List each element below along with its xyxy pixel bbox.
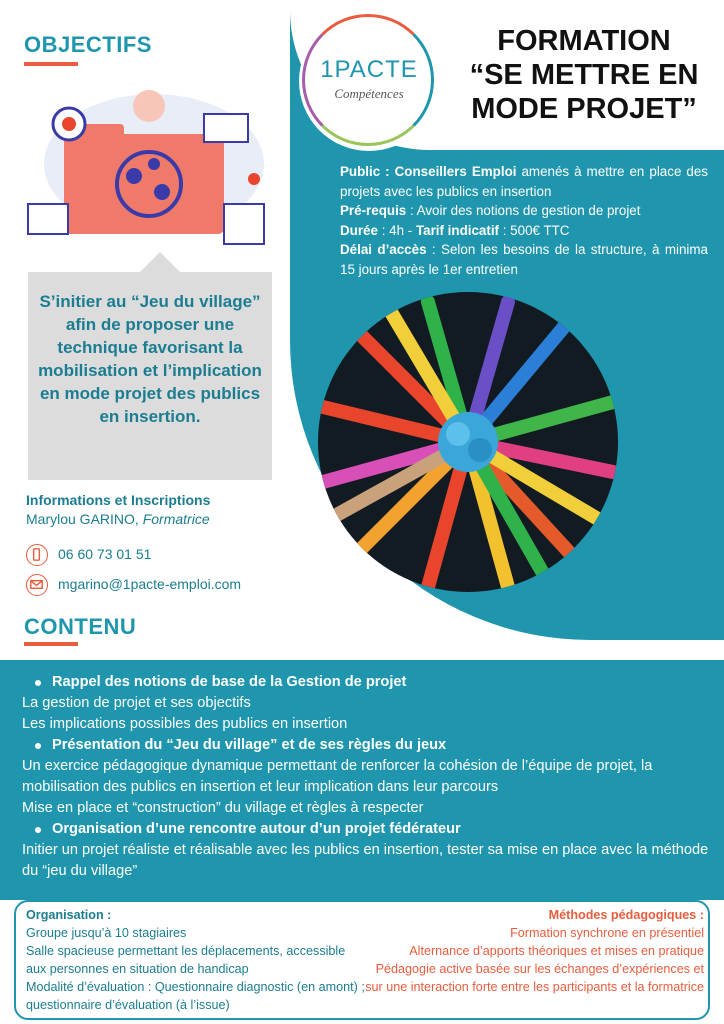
logo-brand: 1PACTE [320, 56, 418, 83]
objective-quote: S’initier au “Jeu du village” afin de proposer une technique favorisant la mobilisation et l’implication en mode projet des publics en insertion. [38, 292, 262, 426]
contact-phone[interactable]: 06 60 73 01 51 [58, 546, 152, 562]
organisation-line: Groupe jusqu’à 10 stagiaires [26, 926, 187, 940]
organisation-block [26, 906, 366, 1014]
formation-title-line1: FORMATION [497, 25, 671, 57]
phone-icon [26, 544, 48, 566]
duration-value: : 4h - [377, 222, 416, 238]
methods-block [360, 906, 704, 996]
content-bullet-2: Présentation du “Jeu du village” et de ses règles du jeux [22, 735, 712, 756]
methods-title: Méthodes pédagogiques : [548, 908, 704, 922]
quote-notch [140, 252, 180, 272]
course-details [340, 162, 708, 280]
prerequisites-label: Pré-requis [340, 203, 407, 219]
objectives-underline [24, 62, 78, 66]
methods-line: Alternance d’apports théoriques et mises en pratique [409, 944, 704, 958]
objectives-illustration [24, 84, 280, 254]
public-audience: Conseillers Emploi [394, 164, 517, 179]
content-heading: CONTENU [24, 614, 137, 639]
organisation-title: Organisation : [26, 908, 112, 922]
content-line: Les implications possibles des publics en insertion [22, 716, 348, 732]
duration-label: Durée [340, 222, 378, 238]
logo-subtitle: Compétences [334, 86, 404, 101]
objectives-heading: OBJECTIFS [24, 32, 152, 57]
contact-name: Marylou GARINO, [26, 511, 143, 527]
methods-line: Formation synchrone en présentiel [510, 926, 704, 940]
organisation-line: Modalité d’évaluation : Questionnaire diagnostic (en amont) ; questionnaire d’évaluation (à l’issue) [26, 980, 365, 1012]
access-delay-line [340, 240, 708, 279]
content-line: Un exercice pédagogique dynamique permettant de renforcer la cohésion de l’équipe de projet, la mobilisation des publics en insertion et leur implication dans leur parcours [22, 758, 653, 795]
contact-title: Informations et Inscriptions [26, 492, 211, 508]
contact-email[interactable]: mgarino@1pacte-emploi.com [58, 576, 242, 592]
duration-line [340, 221, 708, 241]
formation-title [450, 24, 718, 126]
public-label: Public : [340, 164, 390, 179]
prerequisites-value: : Avoir des notions de gestion de projet [406, 203, 641, 219]
contact-person [26, 511, 210, 527]
price-label: Tarif indicatif [415, 222, 500, 238]
content-line: Initier un projet réaliste et réalisable avec les publics en insertion, tester sa mise en place avec la méthode du “jeu du village” [22, 842, 709, 879]
content-bullet-3: Organisation d’une rencontre autour d’un projet fédérateur [22, 819, 712, 840]
yarn-photo [318, 292, 618, 592]
content-line: Mise en place et “construction” du village et règles à respecter [22, 800, 424, 816]
access-delay-value: : Selon les besoins de la structure, à minima 15 jours après le 1er entretien [340, 242, 708, 277]
access-delay-label: Délai d’accès [340, 242, 427, 258]
contact-role: Formatrice [142, 511, 210, 527]
mail-icon [26, 574, 48, 596]
content-underline [24, 642, 78, 646]
public-line [340, 162, 708, 201]
organisation-line: Salle spacieuse permettant les déplacements, accessible aux personnes en situation de handicap [26, 944, 346, 976]
methods-line: Pédagogie active basée sur les échanges d’expériences et sur une interaction forte entre les participants et la formatrice [365, 962, 704, 994]
content-bullet-1: Rappel des notions de base de la Gestion de projet [22, 672, 712, 693]
content-list [22, 672, 712, 882]
formation-title-line2: “SE METTRE EN MODE PROJET” [469, 59, 699, 125]
public-description: amenés à mettre en place des projets avec les publics en insertion [340, 164, 708, 199]
content-line: La gestion de projet et ses objectifs [22, 695, 251, 711]
prerequisites-line [340, 201, 708, 221]
colored-ropes-illustration [318, 292, 618, 592]
price-value: : 500€ TTC [499, 222, 570, 238]
